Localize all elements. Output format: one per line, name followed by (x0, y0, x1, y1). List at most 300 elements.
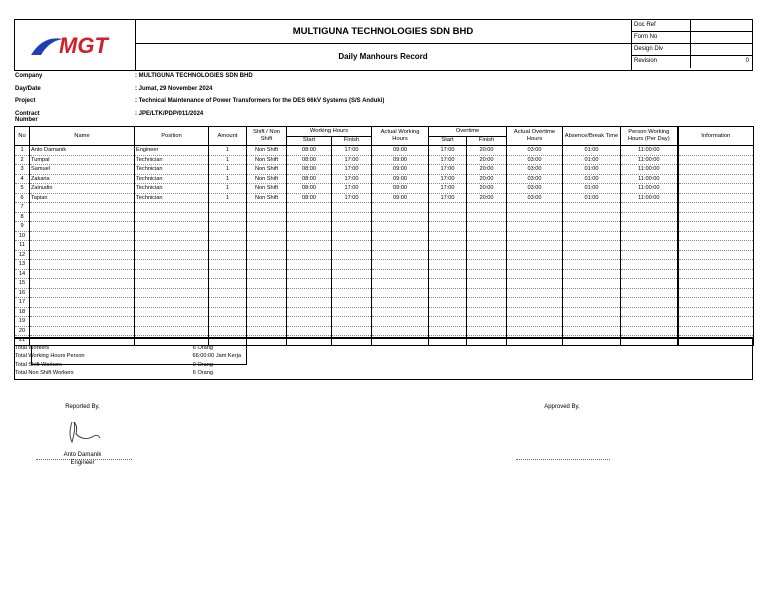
cell-position (135, 212, 209, 222)
cell-amount: 1 (209, 165, 247, 175)
cell-amount (209, 212, 247, 222)
cell-no: 1 (15, 146, 30, 156)
table-row (15, 231, 754, 241)
cell-finish (332, 260, 372, 270)
cell-absence: 01:00 (563, 193, 621, 203)
cell-info (678, 174, 754, 184)
cell-finish (332, 279, 372, 289)
table-row (15, 165, 754, 175)
cell-actual: 09:00 (372, 155, 429, 165)
cell-ot-finish (467, 288, 507, 298)
cell-ot-actual (507, 307, 563, 317)
table-row (15, 288, 754, 298)
cell-info (678, 165, 754, 175)
cell-ot-finish (467, 298, 507, 308)
cell-amount: 1 (209, 146, 247, 156)
cell-ot-start (429, 326, 467, 336)
cell-ot-start (429, 288, 467, 298)
cell-ot-finish (467, 307, 507, 317)
cell-info (678, 203, 754, 213)
cell-amount (209, 231, 247, 241)
cell-ot-actual (507, 317, 563, 327)
cell-ot-finish (467, 222, 507, 232)
cell-absence (563, 317, 621, 327)
cell-ot-start (429, 317, 467, 327)
col-absence: Absence/Break Time (563, 127, 621, 146)
cell-ot-start: 17:00 (429, 184, 467, 194)
cell-absence (563, 326, 621, 336)
cell-name (30, 317, 135, 327)
cell-no: 7 (15, 203, 30, 213)
cell-no: 10 (15, 231, 30, 241)
cell-amount: 1 (209, 155, 247, 165)
meta-value: 0 (690, 56, 752, 68)
cell-no: 16 (15, 288, 30, 298)
col-information: Information (678, 127, 754, 146)
cell-ot-start (429, 222, 467, 232)
cell-info (678, 269, 754, 279)
meta-value (690, 44, 752, 55)
cell-name: Tumpal (30, 155, 135, 165)
meta-row (632, 20, 753, 32)
cell-absence: 01:00 (563, 174, 621, 184)
cell-ot-start (429, 269, 467, 279)
cell-no: 18 (15, 307, 30, 317)
cell-position: Engineer (135, 146, 209, 156)
approved-by-label: Approved By, (544, 404, 580, 410)
cell-ot-finish: 20:00 (467, 155, 507, 165)
cell-shift (247, 279, 287, 289)
cell-ot-finish (467, 326, 507, 336)
cell-actual (372, 222, 429, 232)
cell-amount (209, 298, 247, 308)
cell-ot-start (429, 307, 467, 317)
cell-absence (563, 307, 621, 317)
cell-start (287, 307, 332, 317)
cell-no: 15 (15, 279, 30, 289)
cell-finish: 17:00 (332, 165, 372, 175)
cell-ot-actual (507, 203, 563, 213)
cell-position: Technician (135, 193, 209, 203)
cell-start (287, 222, 332, 232)
cell-amount (209, 326, 247, 336)
cell-finish (332, 298, 372, 308)
info-value: : MULTIGUNA TECHNOLOGIES SDN BHD (135, 73, 253, 79)
cell-absence (563, 250, 621, 260)
cell-actual (372, 241, 429, 251)
info-value: : JPE/LTK/PDP/011/2024 (135, 111, 204, 117)
cell-ot-finish (467, 317, 507, 327)
cell-name (30, 307, 135, 317)
info-key: Contract Number (15, 111, 40, 123)
cell-name: Samuel (30, 165, 135, 175)
cell-amount (209, 307, 247, 317)
meta-row (632, 32, 753, 44)
cell-shift (247, 260, 287, 270)
cell-info (678, 326, 754, 336)
table-row (15, 250, 754, 260)
cell-info (678, 317, 754, 327)
reported-by-name: Anto Damanik (63, 452, 102, 458)
total-label: Total Working Hours Person (15, 353, 85, 359)
meta-label: Design Div (634, 46, 664, 52)
table-row (15, 326, 754, 336)
cell-name (30, 288, 135, 298)
cell-ot-actual: 03:00 (507, 155, 563, 165)
col-no: No (15, 127, 30, 146)
cell-name: Zainudin (30, 184, 135, 194)
cell-no: 3 (15, 165, 30, 175)
cell-shift: Non Shift (247, 193, 287, 203)
cell-person (621, 317, 678, 327)
cell-person (621, 231, 678, 241)
cell-actual (372, 279, 429, 289)
cell-ot-actual: 03:00 (507, 184, 563, 194)
cell-finish: 17:00 (332, 174, 372, 184)
info-value: : Jumat, 29 November 2024 (135, 86, 213, 92)
cell-info (678, 279, 754, 289)
cell-actual (372, 298, 429, 308)
cell-start: 08:00 (287, 165, 332, 175)
table-row (15, 146, 754, 156)
cell-amount (209, 279, 247, 289)
cell-shift: Non Shift (247, 184, 287, 194)
cell-actual: 09:00 (372, 193, 429, 203)
cell-finish (332, 317, 372, 327)
cell-finish: 17:00 (332, 155, 372, 165)
cell-shift (247, 317, 287, 327)
cell-ot-finish: 20:00 (467, 146, 507, 156)
cell-start (287, 250, 332, 260)
cell-name (30, 222, 135, 232)
cell-position: Technician (135, 155, 209, 165)
cell-no: 13 (15, 260, 30, 270)
cell-person (621, 203, 678, 213)
cell-position (135, 279, 209, 289)
cell-person: 11:00:00 (621, 146, 678, 156)
cell-shift (247, 203, 287, 213)
cell-name (30, 279, 135, 289)
cell-start (287, 269, 332, 279)
cell-actual: 09:00 (372, 184, 429, 194)
cell-no: 8 (15, 212, 30, 222)
cell-amount (209, 203, 247, 213)
cell-position (135, 250, 209, 260)
cell-absence: 01:00 (563, 165, 621, 175)
col-actual-working: Actual Working Hours (372, 127, 429, 146)
cell-position: Technician (135, 174, 209, 184)
cell-position (135, 298, 209, 308)
cell-amount: 1 (209, 184, 247, 194)
cell-ot-start (429, 241, 467, 251)
cell-actual (372, 269, 429, 279)
col-start: Start (287, 136, 332, 146)
cell-actual (372, 307, 429, 317)
table-row (15, 184, 754, 194)
cell-ot-actual: 03:00 (507, 174, 563, 184)
cell-absence (563, 279, 621, 289)
svg-text:MGT: MGT (59, 33, 108, 58)
cell-finish (332, 307, 372, 317)
cell-person (621, 250, 678, 260)
table-row (15, 193, 754, 203)
cell-start (287, 279, 332, 289)
cell-no: 20 (15, 326, 30, 336)
cell-start: 08:00 (287, 174, 332, 184)
cell-shift (247, 212, 287, 222)
table-row (15, 174, 754, 184)
cell-finish (332, 203, 372, 213)
cell-ot-finish: 20:00 (467, 193, 507, 203)
cell-shift: Non Shift (247, 165, 287, 175)
cell-person (621, 212, 678, 222)
cell-name (30, 269, 135, 279)
cell-shift (247, 241, 287, 251)
cell-shift (247, 288, 287, 298)
table-row (15, 241, 754, 251)
manhours-table (14, 126, 754, 346)
cell-absence (563, 260, 621, 270)
cell-absence (563, 288, 621, 298)
info-value: : Technical Maintenance of Power Transformers for the DES 66kV Systems (S/S Anduki) (135, 98, 385, 104)
cell-start (287, 260, 332, 270)
cell-absence: 01:00 (563, 146, 621, 156)
cell-finish (332, 222, 372, 232)
cell-person (621, 326, 678, 336)
cell-actual (372, 317, 429, 327)
cell-person (621, 269, 678, 279)
cell-ot-actual (507, 250, 563, 260)
cell-ot-finish: 20:00 (467, 165, 507, 175)
cell-ot-start (429, 260, 467, 270)
total-value: 6 Orang (192, 345, 213, 351)
cell-amount: 1 (209, 174, 247, 184)
cell-ot-actual (507, 288, 563, 298)
table-row (15, 298, 754, 308)
cell-position (135, 288, 209, 298)
cell-absence (563, 222, 621, 232)
cell-finish (332, 212, 372, 222)
cell-amount (209, 222, 247, 232)
cell-name (30, 241, 135, 251)
cell-start (287, 288, 332, 298)
table-row (15, 212, 754, 222)
cell-finish: 17:00 (332, 184, 372, 194)
col-name: Name (30, 127, 135, 146)
approval-signature-line (516, 459, 610, 460)
cell-ot-actual (507, 222, 563, 232)
table-row (15, 155, 754, 165)
cell-position (135, 269, 209, 279)
info-key: Project (15, 98, 36, 104)
cell-finish: 17:00 (332, 146, 372, 156)
cell-info (678, 288, 754, 298)
cell-start (287, 212, 332, 222)
cell-ot-finish (467, 250, 507, 260)
cell-person: 11:00:00 (621, 184, 678, 194)
cell-info (678, 184, 754, 194)
cell-ot-actual (507, 269, 563, 279)
cell-info (678, 250, 754, 260)
cell-ot-start: 17:00 (429, 165, 467, 175)
cell-finish (332, 231, 372, 241)
cell-name (30, 260, 135, 270)
cell-no: 19 (15, 317, 30, 327)
company-title: MULTIGUNA TECHNOLOGIES SDN BHD (135, 20, 632, 44)
meta-label: Revision (634, 58, 658, 64)
cell-no: 4 (15, 174, 30, 184)
total-value: 66:00:00 Jam Kerja (192, 353, 241, 359)
cell-ot-actual (507, 279, 563, 289)
cell-actual: 09:00 (372, 165, 429, 175)
cell-no: 21 (15, 336, 30, 346)
cell-actual (372, 212, 429, 222)
cell-ot-finish (467, 241, 507, 251)
total-value: 6 Orang (192, 370, 213, 376)
col-actual-overtime: Actual Overtime Hours (507, 127, 563, 146)
cell-ot-actual: 03:00 (507, 165, 563, 175)
cell-name (30, 231, 135, 241)
cell-start (287, 241, 332, 251)
total-value: 0 Orang (192, 362, 213, 368)
cell-absence (563, 231, 621, 241)
cell-absence: 01:00 (563, 155, 621, 165)
meta-label: Form No (634, 34, 658, 40)
cell-start (287, 317, 332, 327)
cell-shift (247, 231, 287, 241)
cell-position (135, 222, 209, 232)
cell-info (678, 298, 754, 308)
cell-ot-actual (507, 326, 563, 336)
cell-person: 11:00:00 (621, 165, 678, 175)
cell-position (135, 307, 209, 317)
cell-shift (247, 326, 287, 336)
table-row (15, 260, 754, 270)
cell-amount (209, 269, 247, 279)
cell-shift: Non Shift (247, 146, 287, 156)
cell-ot-start (429, 250, 467, 260)
cell-ot-actual (507, 241, 563, 251)
cell-amount (209, 317, 247, 327)
col-overtime: Overtime (429, 127, 507, 137)
cell-start: 08:00 (287, 184, 332, 194)
table-row (15, 317, 754, 327)
meta-row (632, 44, 753, 56)
cell-absence (563, 298, 621, 308)
cell-position: Technician (135, 165, 209, 175)
table-row (15, 279, 754, 289)
cell-absence (563, 269, 621, 279)
cell-info (678, 146, 754, 156)
cell-finish (332, 241, 372, 251)
cell-amount: 1 (209, 193, 247, 203)
meta-row (632, 56, 753, 68)
cell-start: 08:00 (287, 146, 332, 156)
cell-shift (247, 307, 287, 317)
cell-ot-start: 17:00 (429, 174, 467, 184)
col-ot-start: Start (429, 136, 467, 146)
cell-name (30, 203, 135, 213)
cell-name (30, 250, 135, 260)
cell-finish (332, 326, 372, 336)
cell-shift (247, 269, 287, 279)
reported-by-role: Engineer (70, 460, 95, 466)
total-label: Total Shift Workers (15, 362, 62, 368)
info-key: Company (15, 73, 43, 79)
cell-ot-actual (507, 260, 563, 270)
cell-name: Anto Damanik (30, 146, 135, 156)
col-position: Position (135, 127, 209, 146)
table-row (15, 222, 754, 232)
cell-start (287, 298, 332, 308)
cell-start: 08:00 (287, 155, 332, 165)
cell-ot-actual: 03:00 (507, 146, 563, 156)
cell-ot-finish (467, 203, 507, 213)
col-working-hours: Working Hours (287, 127, 372, 137)
cell-finish (332, 250, 372, 260)
document-header (14, 19, 753, 71)
cell-amount (209, 260, 247, 270)
total-label: Total Workers (15, 345, 50, 351)
cell-person (621, 307, 678, 317)
cell-info (678, 231, 754, 241)
cell-no: 14 (15, 269, 30, 279)
cell-ot-start (429, 212, 467, 222)
cell-finish (332, 269, 372, 279)
cell-info (678, 260, 754, 270)
cell-ot-start (429, 298, 467, 308)
signature-icon (64, 418, 104, 446)
cell-finish (332, 288, 372, 298)
cell-position (135, 231, 209, 241)
cell-info (678, 155, 754, 165)
cell-actual: 09:00 (372, 146, 429, 156)
cell-ot-actual (507, 212, 563, 222)
cell-amount (209, 250, 247, 260)
mgt-logo-icon (29, 31, 129, 59)
totals-section (14, 337, 753, 380)
cell-no: 12 (15, 250, 30, 260)
cell-shift: Non Shift (247, 174, 287, 184)
cell-ot-start (429, 203, 467, 213)
cell-ot-actual: 03:00 (507, 193, 563, 203)
cell-start (287, 326, 332, 336)
cell-start (287, 231, 332, 241)
cell-ot-finish (467, 279, 507, 289)
table-row (15, 269, 754, 279)
info-key: Day/Date (15, 86, 41, 92)
col-finish: Finish (332, 136, 372, 146)
cell-info (678, 212, 754, 222)
cell-actual (372, 288, 429, 298)
cell-start (287, 203, 332, 213)
cell-info (678, 241, 754, 251)
cell-person: 11:00:00 (621, 155, 678, 165)
cell-actual (372, 203, 429, 213)
cell-ot-start: 17:00 (429, 146, 467, 156)
cell-start: 08:00 (287, 193, 332, 203)
cell-ot-finish: 20:00 (467, 184, 507, 194)
cell-absence (563, 241, 621, 251)
cell-ot-start (429, 231, 467, 241)
cell-ot-finish (467, 269, 507, 279)
meta-label: Doc Ref (634, 22, 656, 28)
cell-position (135, 317, 209, 327)
cell-name (30, 326, 135, 336)
cell-name (30, 212, 135, 222)
company-logo (15, 20, 136, 70)
cell-no: 9 (15, 222, 30, 232)
